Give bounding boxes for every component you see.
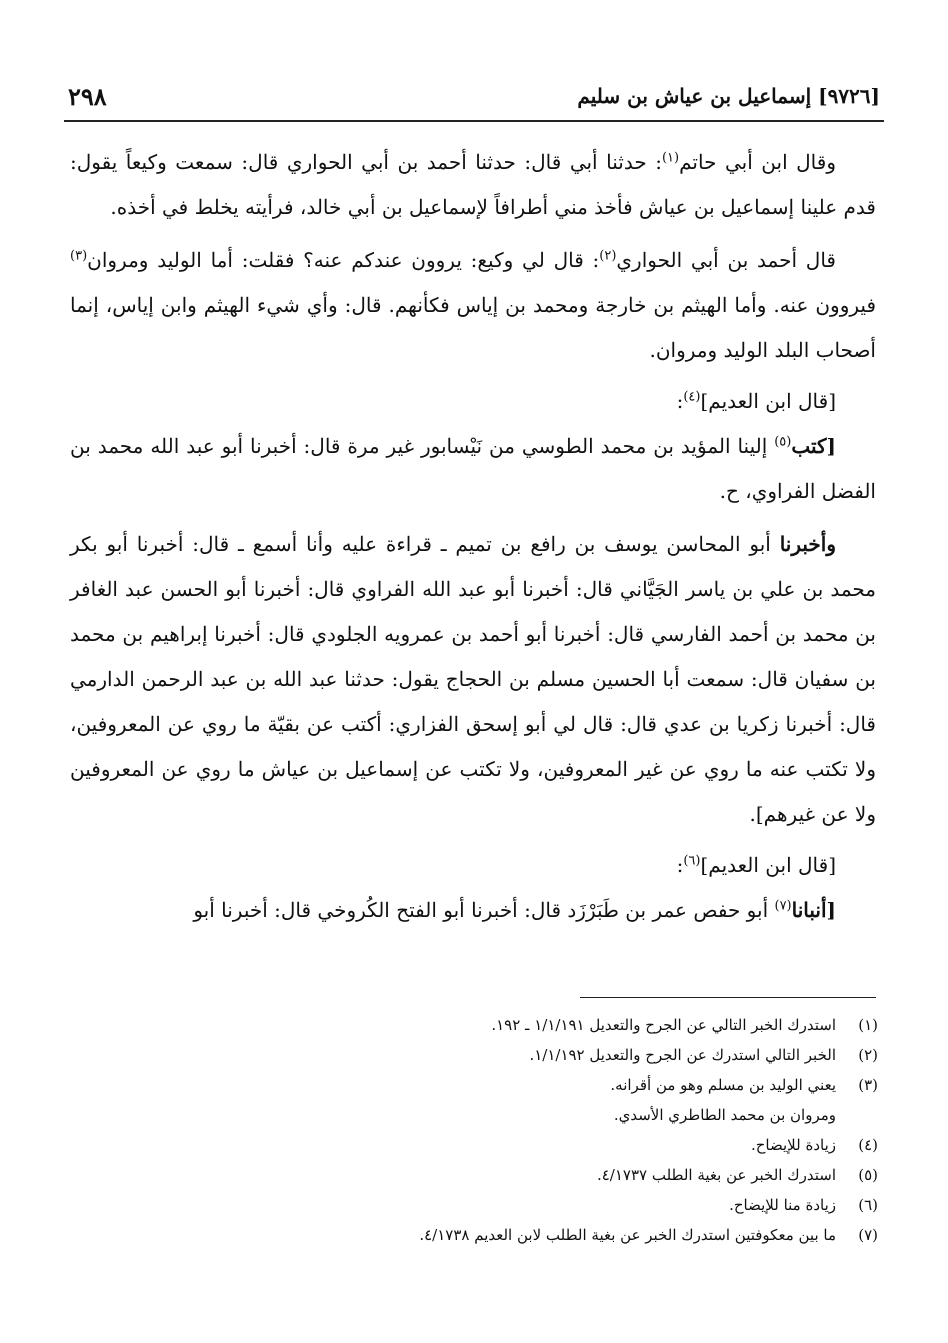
paragraph-text: أبو حفص عمر بن طَبَرْزَد قال: أخبرنا أبو الفتح الكُروخي قال: أخبرنا أبو <box>193 898 775 922</box>
footnote-number: (٦) <box>858 1196 878 1214</box>
footnote-ref-4[interactable]: (٤) <box>683 389 701 405</box>
footnote-text: زيادة للإيضاح. <box>750 1136 836 1154</box>
footnote-ref-6[interactable]: (٦) <box>683 853 701 869</box>
footnote-text: استدرك الخبر عن بغية الطلب ٤/١٧٣٧. <box>596 1166 836 1184</box>
paragraph-1 <box>70 140 876 230</box>
paragraph-3 <box>70 424 876 514</box>
footnote-text: ما بين معكوفتين استدرك الخبر عن بغية الطلب لابن العديم ٤/١٧٣٨. <box>419 1226 836 1244</box>
paragraph-4 <box>70 522 876 837</box>
section-heading-2 <box>70 843 876 888</box>
page-number: ٢٩٨ <box>68 82 107 111</box>
paragraph-text: إلينا المؤيد بن محمد الطوسي من نَيْسابور غير مرة قال: أخبرنا أبو عبد الله محمد بن الفضل الفراوي، ح. <box>70 434 876 503</box>
footnote-item-continuation <box>300 1100 878 1130</box>
paragraph-text: فيروون عنه. وأما الهيثم بن خارجة ومحمد بن إياس فكأنهم. قال: وأي شيء الهيثم وابن إياس، إنما أصحاب البلد الوليد ومروان. <box>70 293 876 362</box>
footnote-ref-3[interactable]: (٣) <box>70 248 88 264</box>
paragraph-5 <box>70 888 876 933</box>
footnote-text: الخبر التالي استدرك عن الجرح والتعديل ١/١/١٩٢. <box>529 1046 836 1064</box>
paragraph-text: قال أحمد بن أبي الحواري <box>616 248 836 272</box>
paragraph-text: أبو المحاسن يوسف بن رافع بن تميم ـ قراءة عليه وأنا أسمع ـ قال: أخبرنا أبو بكر محمد بن علي بن ياسر الجَيَّاني قال: أخبرنا أبو عبد الله الفراوي قال: أخبرنا أبو الحسن عبد الغافر بن محمد بن أحمد الفارسي قال: أخبرنا أبو أحمد بن عمرويه الجلودي قال: أخبرنا إبراهيم بن محمد بن سفيان قال: سمعت أبا الحسين مسلم بن الحجاج يقول: حدثنا عبد الله بن عبد الرحمن الدارمي قال: أخبرنا زكريا بن عدي قال: قال لي أبو إسحق الفزاري: أكتب عن بقيّة ما روي عن المعروفين، ولا تكتب عنه ما روي عن غير المعروفين، ولا تكتب عن إسماعيل بن عياش ما روي عن المعروفين ولا عن غيرهم]. <box>70 532 876 826</box>
footnote-number: (٥) <box>858 1166 878 1184</box>
page-header <box>64 78 884 122</box>
heading-text: [قال ابن العديم] <box>700 389 836 413</box>
lead-word: [كتب <box>791 434 836 458</box>
footnote-item <box>300 1040 878 1070</box>
footnote-text: ومروان بن محمد الطاطري الأسدي. <box>613 1106 836 1124</box>
heading-colon: : <box>676 389 684 413</box>
footnote-item <box>300 1010 878 1040</box>
footnote-item <box>300 1190 878 1220</box>
footnote-ref-2[interactable]: (٢) <box>599 248 617 264</box>
section-heading-1 <box>70 379 876 424</box>
footnote-number: (٢) <box>858 1046 878 1064</box>
footnote-number: (٣) <box>858 1076 878 1094</box>
paragraph-text: وقال ابن أبي حاتم <box>679 150 836 174</box>
footnotes <box>300 1010 878 1250</box>
heading-text: [قال ابن العديم] <box>700 853 836 877</box>
footnote-ref-5[interactable]: (٥) <box>774 434 792 450</box>
running-title: [٩٧٢٦] إسماعيل بن عياش بن سليم <box>577 84 880 108</box>
footnote-item <box>300 1130 878 1160</box>
footnote-text: استدرك الخبر التالي عن الجرح والتعديل ١/١/١٩١ ـ ١٩٢. <box>491 1016 836 1034</box>
footnote-number: (٤) <box>858 1136 878 1154</box>
lead-word: [أنبانا <box>791 898 836 922</box>
paragraph-text: : قال لي وكيع: يروون عندكم عنه؟ فقلت: أما الوليد ومروان <box>87 248 600 272</box>
footnote-ref-7[interactable]: (٧) <box>774 898 792 914</box>
footnote-divider <box>580 997 876 998</box>
footnote-item <box>300 1070 878 1100</box>
footnote-number: (١) <box>858 1016 878 1034</box>
footnote-item <box>300 1160 878 1190</box>
main-text <box>70 140 876 933</box>
heading-colon: : <box>676 853 684 877</box>
paragraph-text: : حدثنا أبي قال: حدثنا أحمد بن أبي الحواري قال: سمعت وكيعاً يقول: قدم علينا إسماعيل بن عياش فأخذ مني أطرافاً لإسماعيل بن أبي خالد، فرأيته يخلط في أخذه. <box>70 150 876 219</box>
footnote-text: زيادة منا للإيضاح. <box>729 1196 836 1214</box>
lead-word: وأخبرنا <box>779 532 836 556</box>
footnote-text: يعني الوليد بن مسلم وهو من أقرانه. <box>610 1076 836 1094</box>
paragraph-2 <box>70 238 876 373</box>
footnote-item <box>300 1220 878 1250</box>
footnote-number: (٧) <box>858 1226 878 1244</box>
footnote-ref-1[interactable]: (١) <box>661 150 680 166</box>
